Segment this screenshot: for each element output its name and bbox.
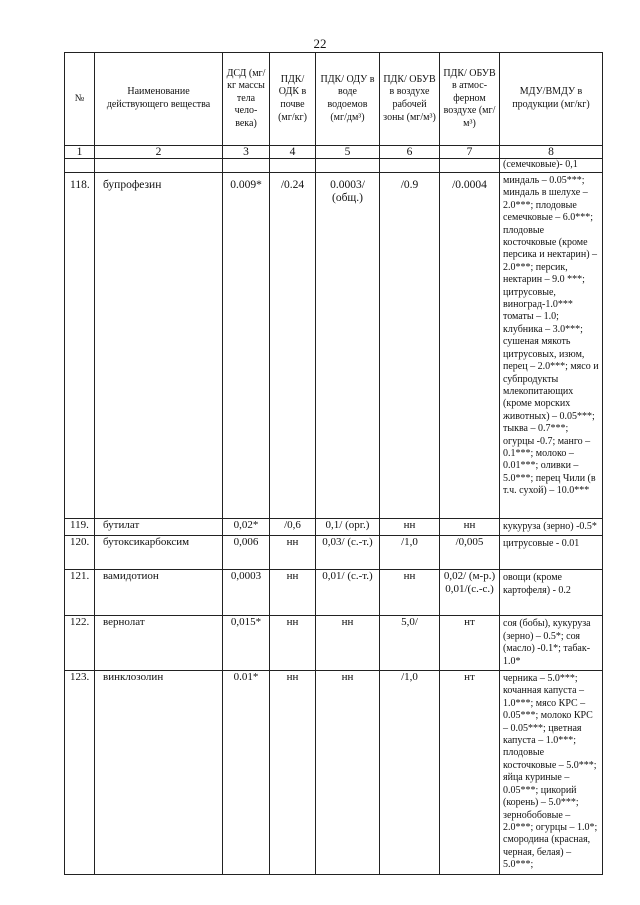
table-row — [65, 519, 603, 536]
col-num: 3 — [223, 146, 270, 159]
row-soil: нн — [270, 671, 316, 875]
col-num: 5 — [316, 146, 380, 159]
table-row — [65, 671, 603, 875]
row-atm-air: /0.0004 — [440, 173, 500, 519]
row-atm-air: нт — [440, 616, 500, 671]
row-water: нн — [316, 616, 380, 671]
header-no: № — [65, 53, 95, 146]
header-row — [65, 53, 603, 146]
row-soil: /0,6 — [270, 519, 316, 536]
row-water: 0,1/ (орг.) — [316, 519, 380, 536]
col-num: 1 — [65, 146, 95, 159]
continuation-mdu: (семечковые)- 0,1 — [500, 159, 603, 173]
row-work-air: /0.9 — [380, 173, 440, 519]
header-dsd: ДСД (мг/кг массы тела чело-века) — [223, 53, 270, 146]
header-atm-air: ПДК/ ОБУВ в атмос-ферном воздухе (мг/м³) — [440, 53, 500, 146]
row-name: вернолат — [95, 616, 223, 671]
row-name: бупрофезин — [95, 173, 223, 519]
row-mdu: кукуруза (зерно) -0.5* — [500, 519, 603, 536]
table-row — [65, 616, 603, 671]
row-dsd: 0.01* — [223, 671, 270, 875]
row-soil: нн — [270, 616, 316, 671]
row-dsd: 0,006 — [223, 536, 270, 570]
row-dsd: 0,0003 — [223, 570, 270, 616]
row-soil: нн — [270, 570, 316, 616]
col-num: 2 — [95, 146, 223, 159]
row-name: бутоксикарбоксим — [95, 536, 223, 570]
header-water: ПДК/ ОДУ в воде водоемов (мг/дм³) — [316, 53, 380, 146]
col-num: 4 — [270, 146, 316, 159]
col-num: 6 — [380, 146, 440, 159]
table-row — [65, 570, 603, 616]
col-num: 8 — [500, 146, 603, 159]
row-water: нн — [316, 671, 380, 875]
row-mdu: миндаль – 0.05***; миндаль в шелухе – 2.0***; плодовые семечковые – 6.0***; плодовые косточковые (кроме персика и нектарин) – 2.0***; персик, нектарин – 9.0 ***; цитрусовые, виноград-1.0*** томаты – 1.0; клубника – 3.0***; сушеная мякоть цитрусовых, изюм, перец – 2.0***; мясо и субпродукты млекопитающих (кроме морских животных) – 0.05***; тыква – 0.7***; огурцы -0.7; манго – 0.1***; молоко – 0.01***; оливки – 5.0***; перец Чили (в т.ч. сухой) – 10.0*** — [500, 173, 603, 519]
row-work-air: 5,0/ — [380, 616, 440, 671]
row-no: 120. — [65, 536, 95, 570]
header-name: Наименование действующего вещества — [95, 53, 223, 146]
row-no: 119. — [65, 519, 95, 536]
column-number-row — [65, 146, 603, 159]
row-water: 0.0003/ (общ.) — [316, 173, 380, 519]
row-soil: нн — [270, 536, 316, 570]
row-atm-air: нн — [440, 519, 500, 536]
row-atm-air: /0,005 — [440, 536, 500, 570]
continuation-row — [65, 159, 603, 173]
row-no: 118. — [65, 173, 95, 519]
table-row — [65, 173, 603, 519]
header-work-air: ПДК/ ОБУВ в воздухе рабочей зоны (мг/м³) — [380, 53, 440, 146]
header-mdu: МДУ/ВМДУ в продукции (мг/кг) — [500, 53, 603, 146]
row-mdu: цитрусовые - 0.01 — [500, 536, 603, 570]
row-dsd: 0,015* — [223, 616, 270, 671]
row-atm-air: 0,02/ (м-р.) 0,01/(с.-с.) — [440, 570, 500, 616]
row-atm-air: нт — [440, 671, 500, 875]
row-no: 123. — [65, 671, 95, 875]
header-soil: ПДК/ ОДК в почве (мг/кг) — [270, 53, 316, 146]
row-dsd: 0.009* — [223, 173, 270, 519]
row-water: 0,03/ (с.-т.) — [316, 536, 380, 570]
table-row — [65, 536, 603, 570]
row-no: 121. — [65, 570, 95, 616]
row-mdu: черника – 5.0***; кочанная капуста – 1.0***; мясо КРС – 0.05***; молоко КРС – 0.05***; цветная капуста – 1.0***; плодовые косточковые – 5.0***; яйца куриные – 0.05***; цикорий (корень) – 5.0***; зернобобовые – 2.0***; огурцы – 1.0*; смородина (красная, черная, белая) – 5.0***; — [500, 671, 603, 875]
row-work-air: нн — [380, 519, 440, 536]
row-water: 0,01/ (с.-т.) — [316, 570, 380, 616]
col-num: 7 — [440, 146, 500, 159]
row-soil: /0.24 — [270, 173, 316, 519]
row-mdu: соя (бобы), кукуруза (зерно) – 0.5*; соя (масло) -0.1*; табак- 1.0* — [500, 616, 603, 671]
row-dsd: 0,02* — [223, 519, 270, 536]
row-work-air: нн — [380, 570, 440, 616]
row-work-air: /1,0 — [380, 536, 440, 570]
row-name: винклозолин — [95, 671, 223, 875]
pesticide-table — [64, 52, 603, 875]
page-number: 22 — [313, 36, 327, 51]
row-work-air: /1,0 — [380, 671, 440, 875]
row-no: 122. — [65, 616, 95, 671]
row-name: бутилат — [95, 519, 223, 536]
row-name: вамидотион — [95, 570, 223, 616]
row-mdu: овощи (кроме картофеля) - 0.2 — [500, 570, 603, 616]
